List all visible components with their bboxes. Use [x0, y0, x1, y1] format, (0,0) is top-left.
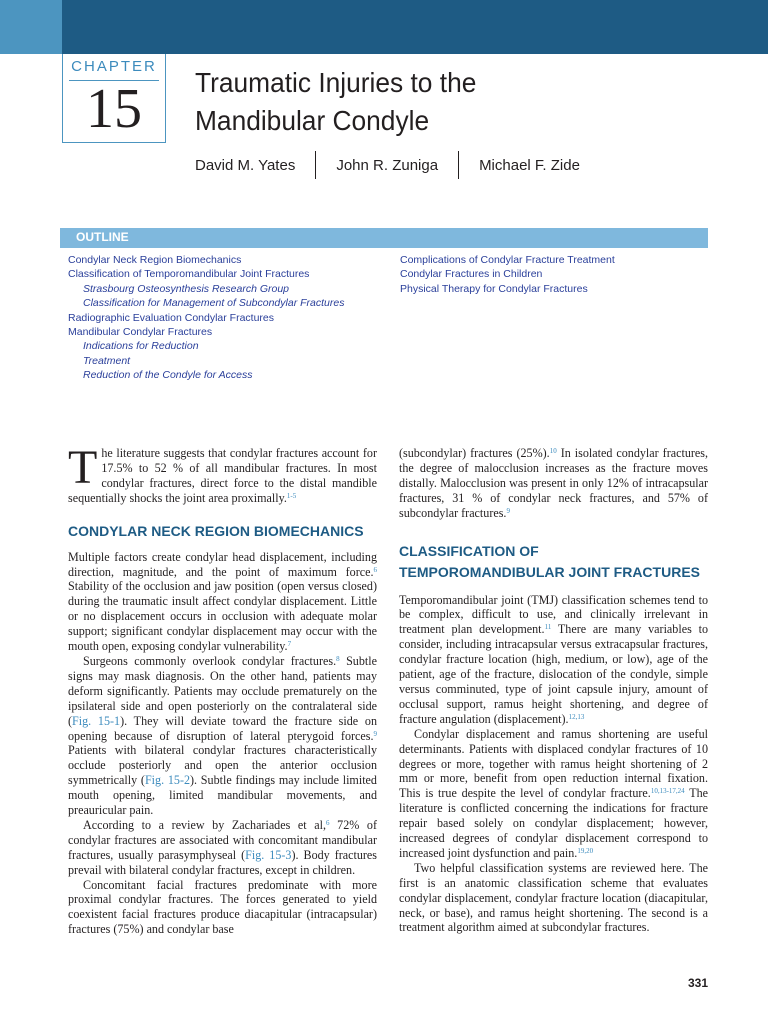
reference[interactable]: 19,20: [577, 846, 594, 855]
figure-link[interactable]: Fig. 15-1: [72, 713, 121, 728]
outline-sublink[interactable]: Reduction of the Condyle for Access: [83, 369, 253, 382]
chapter-title-line1: Traumatic Injuries to the: [195, 67, 477, 98]
author-3: Michael F. Zide: [479, 156, 580, 174]
body-paragraph: (subcondylar) fractures (25%).$^{10}$ In isolated condylar fractures, the degree of malocclusion increases as the fracture moves distally. Malocclusion was present in only 12% of intracapsular fractures, 31 % of condylar neck fractures, and 57% of subcondylar fractures.$^9$: [399, 446, 708, 520]
reference[interactable]: 10,13-17,24: [650, 787, 685, 796]
section-heading-line: CLASSIFICATION OF: [399, 542, 539, 559]
body-paragraph: Multiple factors create condylar head displacement, including direction, magnitude, and the point of maximum force.$^6$ Stability of the occlusion and jaw position (open versus closed) during the traumatic insult affect condylar displacement. Little or no displacement occurs in occlusion with adequate molar support; significant condylar displacement may occur with the mouth open, exposing condylar vulnerability.$^7$: [68, 549, 377, 654]
body-paragraph: Temporomandibular joint (TMJ) classification schemes tend to be complex, difficult to use, and clinically irrelevant in treatment plan development.$^{11}$ There are many variables to consider, including intracapsular versus extracapsular fractures, condylar fracture location (high, medium, or low), age of the patient, age of the fracture, dislocation of the condyle, simple versus comminuted, type of joint capsule injury, amount of occlusal support, ramus height shortening, and degree of fracture angulation (displacement).$^{12,13}$: [399, 592, 708, 726]
intro-text: he literature suggests that condylar fractures account for 17.5% to 52 % of all mandibular fractures. In most condylar fractures, direct force to the distal mandible sequentially shocks the joint area proximally.: [68, 446, 377, 505]
header-band-accent: [0, 0, 62, 54]
outline-right-column: [400, 253, 615, 296]
reference[interactable]: 8: [336, 654, 340, 663]
outline-link[interactable]: Mandibular Condylar Fractures: [68, 326, 213, 339]
author-divider: [458, 151, 459, 179]
body-paragraph: Concomitant facial fractures predominate with more proximal condylar fractures. The forces generated to yield coexistent facial fractures produce diacapitular (intracapsular) fractures (75%) and condylar base: [68, 877, 377, 937]
outline-sublink[interactable]: Classification for Management of Subcondylar Fractures: [83, 297, 345, 310]
author-divider: [315, 151, 316, 179]
chapter-box: [62, 54, 166, 143]
header-band: [0, 0, 768, 54]
body-paragraph: Surgeons commonly overlook condylar fractures.$^8$ Subtle signs may mask diagnosis. On the other hand, patients may deform significantly. Patients may occlude prematurely on the ipsilateral side and open posteriorly on the contralateral side (Fig. 15-1). They will deviate toward the fracture side on opening because of disruption of lateral pterygoid forces.$^9$ Patients with bilateral condylar fractures characteristically occlude posteriorly and open the anterior occlusion symmetrically (Fig. 15-2). Subtle findings may include limited mouth opening, limited mandibular movements, and preauricular pain.: [68, 653, 377, 818]
reference[interactable]: 10: [549, 447, 557, 455]
outline-sublink[interactable]: Treatment: [83, 354, 131, 367]
reference[interactable]: 9: [373, 729, 377, 738]
outline-heading: OUTLINE: [76, 230, 129, 244]
outline-sublink[interactable]: Strasbourg Osteosynthesis Research Group: [83, 282, 290, 295]
reference[interactable]: 12,13: [568, 712, 585, 721]
body-paragraph: According to a review by Zachariades et al,$^6$ 72% of condylar fractures are associated with concomitant mandibular fractures, usually parasymphyseal (Fig. 15-3). Body fractures prevail with bilateral condylar fractures, except in children.: [68, 817, 378, 877]
body-left-column: [68, 441, 378, 937]
reference[interactable]: 6: [326, 818, 330, 827]
reference[interactable]: 6: [373, 565, 377, 574]
reference[interactable]: 9: [506, 506, 510, 515]
figure-link[interactable]: Fig. 15-2: [144, 773, 191, 788]
drop-cap: T: [68, 441, 98, 494]
section-heading-biomechanics: CONDYLAR NECK REGION BIOMECHANICS: [68, 522, 364, 539]
reference[interactable]: 7: [287, 640, 292, 649]
outline-link[interactable]: Complications of Condylar Fracture Treatment: [400, 254, 615, 266]
figure-link[interactable]: Fig. 15-3: [245, 847, 292, 862]
section-heading-classification: [399, 541, 708, 583]
chapter-title: [195, 64, 703, 140]
outline-link[interactable]: Condylar Neck Region Biomechanics: [68, 254, 242, 266]
reference[interactable]: 1-5: [286, 491, 297, 500]
outline-left-column: [68, 253, 344, 383]
body-right-column: [399, 446, 708, 935]
outline-link[interactable]: Physical Therapy for Condylar Fractures: [400, 282, 588, 295]
outline-link[interactable]: Radiographic Evaluation Condylar Fractures: [68, 311, 275, 324]
chapter-title-line2: Mandibular Condyle: [195, 105, 430, 136]
outline-sublink[interactable]: Indications for Reduction: [83, 340, 199, 353]
outline-link[interactable]: Classification of Temporomandibular Joint Fractures: [68, 268, 310, 281]
outline-heading-bar: [60, 228, 708, 248]
author-2: John R. Zuniga: [336, 156, 439, 174]
page-number: 331: [688, 976, 709, 990]
outline-link[interactable]: Condylar Fractures in Children: [400, 268, 543, 281]
author-list: [195, 150, 600, 180]
intro-paragraph: [68, 441, 377, 506]
author-1: David M. Yates: [195, 156, 296, 174]
body-paragraph: Condylar displacement and ramus shortening are useful determinants. Patients with displaced condylar fractures of 10 degrees or more, together with ramus height shortening of 2 mm or more, benefit from open reduction internal fixation. This is true despite the level of condylar fracture.$^{10,13-17,24}$ The literature is conflicted concerning the indications for fracture repair based solely on condylar displacement; however, increased degrees of condylar displacement correspond to increased joint dysfunction and pain.$^{19,20}$: [399, 726, 708, 860]
chapter-label: CHAPTER: [71, 58, 157, 75]
body-paragraph: Two helpful classification systems are reviewed here. The first is an anatomic classification scheme that evaluates condylar displacement, condylar fracture location (diacapitular, neck, or base), and ramus height shortening. The second is a treatment algorithm aimed at subcondylar fractures.: [399, 860, 708, 935]
reference[interactable]: 11: [544, 623, 552, 632]
chapter-number: 15: [86, 78, 142, 140]
section-heading-line: TEMPOROMANDIBULAR JOINT FRACTURES: [399, 563, 700, 580]
